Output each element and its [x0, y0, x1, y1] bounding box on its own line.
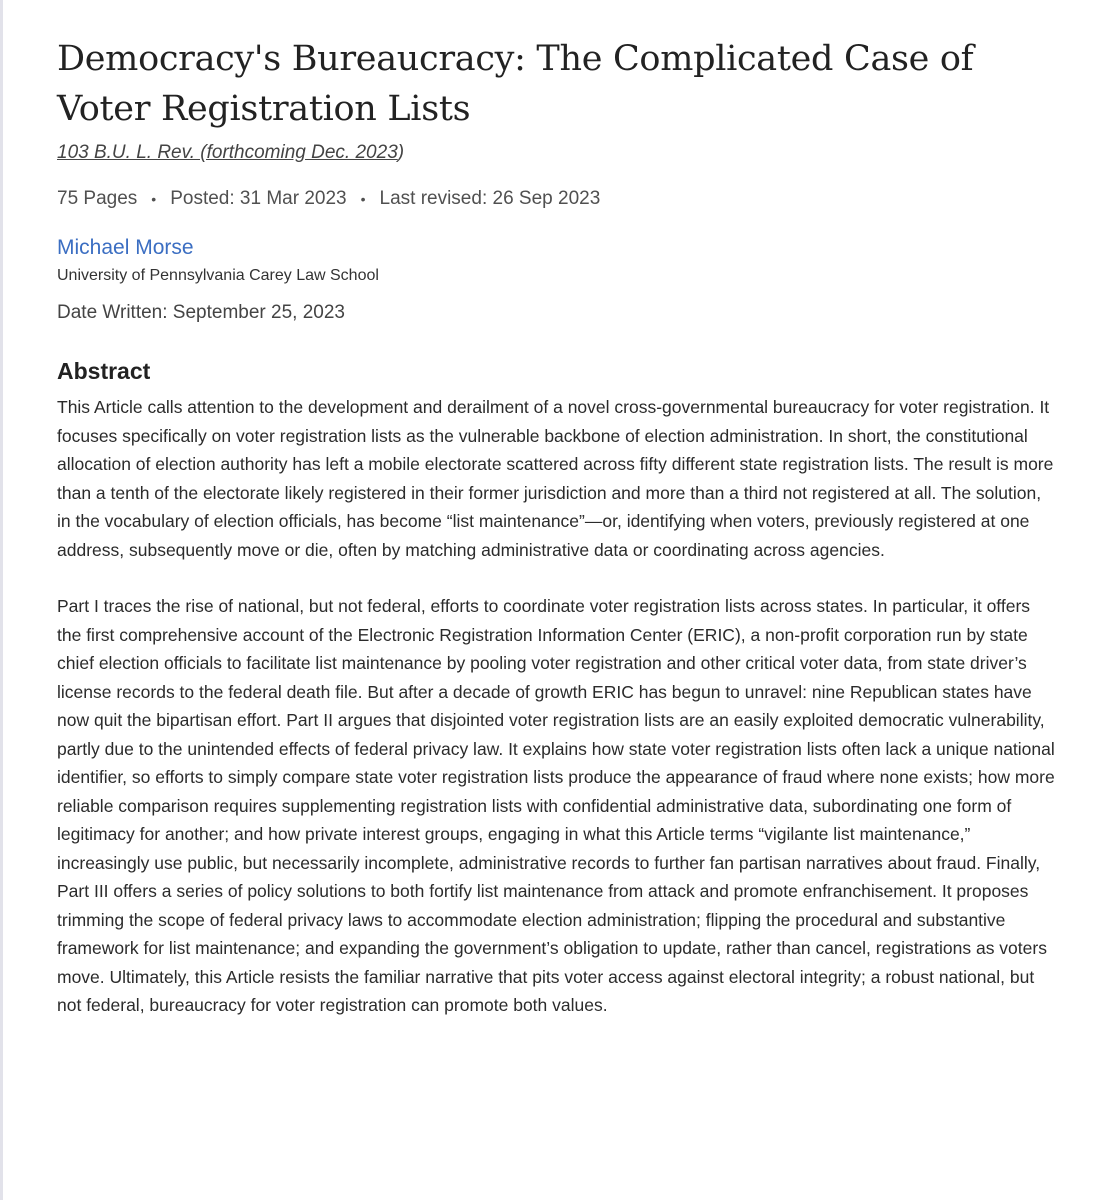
paper-metadata [57, 188, 1057, 210]
page-left-edge [0, 0, 3, 1200]
posted-date: Posted: 31 Mar 2023 [170, 188, 347, 209]
meta-separator: • [151, 191, 157, 207]
date-written: Date Written: September 25, 2023 [57, 302, 345, 323]
abstract-body [57, 393, 1057, 1020]
meta-separator: • [360, 191, 366, 207]
paper-title-line-1: Democracy's Bureaucracy: The Complicated Case of [57, 39, 974, 79]
last-revised-date: Last revised: 26 Sep 2023 [379, 188, 601, 209]
journal-citation-link[interactable]: 103 B.U. L. Rev. (forthcoming Dec. 2023 [57, 142, 398, 163]
journal-citation [57, 142, 1057, 164]
paper-title [57, 34, 1057, 134]
abstract-paragraph: This Article calls attention to the development and derailment of a novel cross-governmental bureaucracy for voter registration. It focuses specifically on voter registration lists as the vulnerable backbone of election administration. In short, the constitutional allocation of election authority has left a mobile electorate scattered across fifty different state registration lists. The result is more than a tenth of the electorate likely registered in their former jurisdiction and more than a third not registered at all. The solution, in the vocabulary of election officials, has become “list maintenance”—or, identifying when voters, previously registered at one address, subsequently move or die, often by matching administrative data or coordinating across agencies. [57, 397, 1054, 560]
page-count: 75 Pages [57, 188, 138, 209]
abstract-heading: Abstract [57, 358, 151, 384]
abstract-paragraph: Part I traces the rise of national, but not federal, efforts to coordinate voter registration lists across states. In particular, it offers the first comprehensive account of the Electronic Registration Information Center (ERIC), a non-profit corporation run by state chief election officials to facilitate list maintenance by pooling voter registration and other critical voter data, from state driver’s license records to the federal death file. But after a decade of growth ERIC has begun to unravel: nine Republican states have now quit the bipartisan effort. Part II argues that disjointed voter registration lists are an easily exploited democratic vulnerability, partly due to the unintended effects of federal privacy law. It explains how state voter registration lists often lack a unique national identifier, so efforts to simply compare state voter registration lists produce the appearance of fraud where none exists; how more reliable comparison requires supplementing registration lists with confidential administrative data, subordinating one form of legitimacy for another; and how private interest groups, engaging in what this Article terms “vigilante list maintenance,” increasingly use public, but necessarily incomplete, administrative records to further fan partisan narratives about fraud. Finally, Part III offers a series of policy solutions to both fortify list maintenance from attack and promote enfranchisement. It proposes trimming the scope of federal privacy laws to accommodate election administration; flipping the procedural and substantive framework for list maintenance; and expanding the government’s obligation to update, rather than cancel, registrations as voters move. Ultimately, this Article resists the familiar narrative that pits voter access against electoral integrity; a robust national, but not federal, bureaucracy for voter registration can promote both values. [57, 596, 1055, 1015]
paper-title-line-2: Voter Registration Lists [57, 89, 471, 129]
journal-citation-suffix: ) [397, 142, 405, 163]
author-link[interactable]: Michael Morse [57, 236, 194, 259]
author-affiliation: University of Pennsylvania Carey Law School [57, 267, 379, 284]
paper-page [57, 34, 1057, 1048]
